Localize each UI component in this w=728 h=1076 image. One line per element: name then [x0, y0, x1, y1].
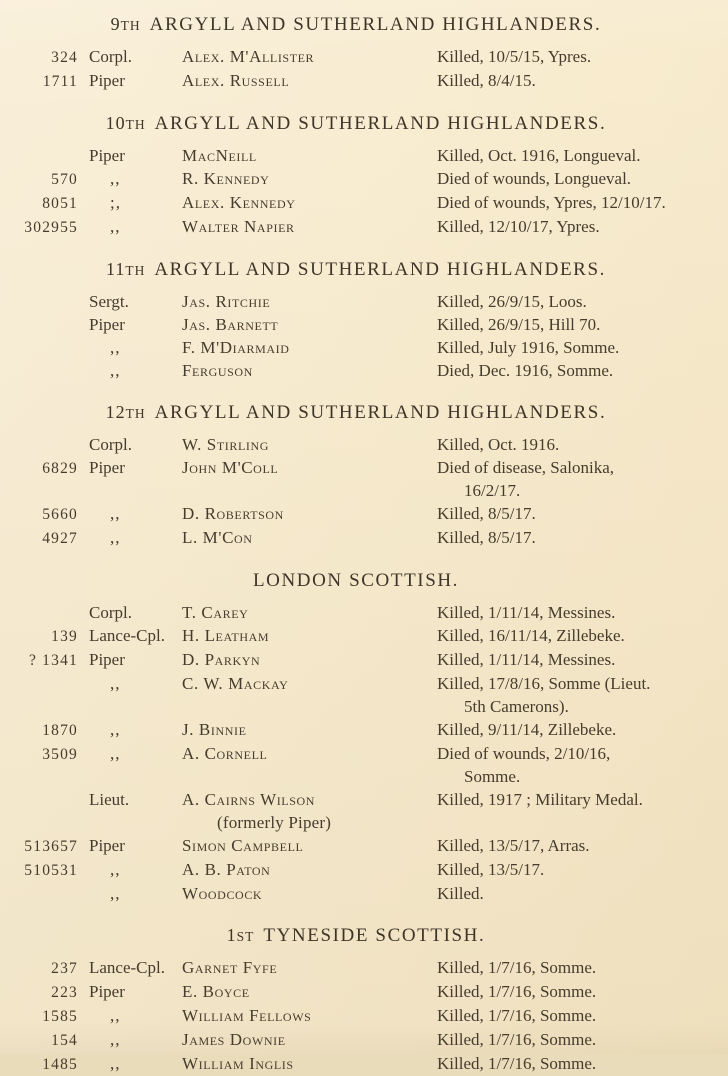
casualty-row: [0, 191, 712, 215]
casualty-detail-line1: Killed, Oct. 1916.: [437, 435, 560, 454]
casualty-detail: [437, 290, 712, 313]
casualty-rows: [0, 45, 712, 93]
service-number: 324: [51, 49, 78, 66]
casualty-detail-line2: 5th Camerons).: [464, 697, 569, 716]
piper-name: [182, 45, 437, 68]
casualty-detail-line1: Killed, 1/7/16, Somme.: [437, 958, 597, 977]
regiment-ordinal-suffix: ST: [236, 929, 255, 944]
casualty-detail-line1: Died of wounds, Ypres, 12/10/17.: [437, 193, 666, 212]
regiment-name: LONDON SCOTTISH.: [252, 570, 460, 591]
piper-name-text: Ferguson: [182, 361, 253, 380]
casualty-detail-line1: Killed, 1917 ; Military Medal.: [437, 790, 643, 809]
casualty-row: [0, 956, 712, 980]
rank: ,,: [110, 860, 121, 879]
casualty-detail-line2: 16/2/17.: [464, 481, 521, 500]
casualty-detail-line1: Died of wounds, 2/10/16,: [437, 744, 611, 763]
regiment-heading: [0, 925, 712, 947]
casualty-detail-line1: Killed, 1/11/14, Messines.: [437, 603, 616, 622]
piper-name: [182, 1004, 437, 1027]
piper-name: [182, 359, 437, 382]
service-number: 1585: [42, 1008, 78, 1025]
regiment-heading: [0, 259, 712, 281]
rank: ;,: [110, 193, 121, 212]
casualty-detail: [437, 69, 712, 92]
piper-name-text: H. Leatham: [182, 626, 270, 645]
regiment-ordinal-suffix: TH: [125, 263, 146, 278]
casualty-detail: [437, 215, 712, 238]
piper-name: [182, 433, 437, 456]
regiment-ordinal-suffix: TH: [125, 117, 146, 132]
piper-name: [182, 742, 437, 765]
service-number: 139: [51, 628, 78, 645]
regiment-ordinal-number: 9: [110, 14, 121, 34]
piper-name-text: A. B. Paton: [182, 860, 271, 879]
piper-name-text: T. Carey: [182, 603, 249, 622]
casualty-detail-line1: Killed, 1/7/16, Somme.: [437, 1054, 597, 1073]
casualty-detail-line1: Killed, July 1916, Somme.: [437, 338, 620, 357]
casualty-detail: [437, 672, 712, 718]
rank: ,,: [110, 674, 121, 693]
casualty-detail-line1: Killed, 17/8/16, Somme (Lieut.: [437, 674, 651, 693]
casualty-row: [0, 672, 712, 718]
piper-name-text: Woodcock: [182, 884, 263, 903]
casualty-detail: [437, 167, 712, 190]
casualty-detail: [437, 788, 712, 811]
piper-name: [182, 69, 437, 92]
casualty-detail: [437, 980, 712, 1003]
casualty-row: [0, 834, 712, 858]
casualty-detail-line1: Died of wounds, Longueval.: [437, 169, 632, 188]
piper-name-text: Alex. Kennedy: [182, 193, 296, 212]
rank: Corpl.: [89, 47, 132, 66]
piper-name-text: R. Kennedy: [182, 169, 270, 188]
rank: Lance-Cpl.: [89, 626, 165, 645]
piper-name: [182, 718, 437, 741]
rank: ,,: [110, 720, 121, 739]
casualty-detail-line1: Killed, 8/5/17.: [437, 528, 536, 547]
regiment-section: [0, 402, 712, 550]
rank: Lance-Cpl.: [89, 958, 165, 977]
rank: ,,: [110, 744, 121, 763]
regiment-ordinal-number: 11: [106, 259, 126, 279]
casualty-detail-line1: Died of disease, Salonika,: [437, 458, 615, 477]
rank: Corpl.: [89, 435, 132, 454]
piper-name: [182, 834, 437, 857]
casualty-detail: [437, 742, 712, 788]
piper-name-text: Garnet Fyfe: [182, 958, 278, 977]
casualty-detail: [437, 526, 712, 549]
casualty-detail-line1: Killed.: [437, 884, 484, 903]
piper-name: [182, 858, 437, 881]
piper-name: [182, 290, 437, 313]
piper-name-text: James Downie: [182, 1030, 286, 1049]
casualty-rows: [0, 956, 712, 1076]
piper-name-text: Walter Napier: [182, 217, 295, 236]
regiment-heading: [0, 402, 712, 424]
regiment-ordinal-suffix: TH: [125, 406, 146, 421]
casualty-detail-line1: Killed, 1/7/16, Somme.: [437, 1006, 597, 1025]
casualty-row: [0, 601, 712, 624]
casualty-row: [0, 718, 712, 742]
piper-name-text: C. W. Mackay: [182, 674, 289, 693]
casualty-detail: [437, 144, 712, 167]
piper-name: [182, 167, 437, 190]
rank: Piper: [89, 650, 125, 669]
casualty-row: [0, 215, 712, 239]
piper-name-text: William Fellows: [182, 1006, 312, 1025]
casualty-detail: [437, 191, 712, 214]
casualty-row: [0, 144, 712, 167]
rank: ,,: [110, 361, 121, 380]
piper-name: [182, 526, 437, 549]
piper-name-text: Alex. M'Allister: [182, 47, 315, 66]
piper-name-text: F. M'Diarmaid: [182, 338, 290, 357]
casualty-row: [0, 502, 712, 526]
casualty-detail-line1: Killed, 1/11/14, Messines.: [437, 650, 616, 669]
casualty-detail: [437, 718, 712, 741]
regiment-section: [0, 113, 712, 239]
service-number: 6829: [42, 460, 78, 477]
casualty-detail: [437, 1004, 712, 1027]
regiment-name: ARGYLL AND SUTHERLAND HIGHLANDERS.: [149, 14, 602, 35]
service-number: 1485: [42, 1056, 78, 1073]
regiment-heading: [0, 113, 712, 135]
casualty-detail-line1: Killed, 8/4/15.: [437, 71, 536, 90]
casualty-row: [0, 526, 712, 550]
rank: ,,: [110, 217, 121, 236]
casualty-detail-line1: Killed, 8/5/17.: [437, 504, 536, 523]
regiment-heading: [0, 14, 712, 36]
piper-name: [182, 648, 437, 671]
casualty-detail: [437, 456, 712, 502]
casualty-row: [0, 980, 712, 1004]
roll-of-honour-list: [0, 14, 712, 1076]
casualty-detail-line2: Somme.: [464, 767, 521, 786]
casualty-detail: [437, 601, 712, 624]
rank: Piper: [89, 982, 125, 1001]
piper-name-text: Jas. Ritchie: [182, 292, 271, 311]
regiment-section: [0, 259, 712, 382]
casualty-detail-line1: Killed, 26/9/15, Hill 70.: [437, 315, 601, 334]
casualty-detail: [437, 1028, 712, 1051]
rank: ,,: [110, 528, 121, 547]
regiment-section: [0, 14, 712, 93]
service-number: 237: [51, 960, 78, 977]
casualty-row: [0, 336, 712, 359]
piper-name: [182, 191, 437, 214]
casualty-row: [0, 313, 712, 336]
piper-name-text: William Inglis: [182, 1054, 294, 1073]
rank: ,,: [110, 1030, 121, 1049]
service-number: 1711: [42, 73, 78, 90]
casualty-detail-line1: Killed, 9/11/14, Zillebeke.: [437, 720, 617, 739]
piper-name-text: J. Binnie: [182, 720, 247, 739]
regiment-heading: [0, 570, 712, 592]
casualty-row: [0, 788, 712, 834]
casualty-detail: [437, 956, 712, 979]
casualty-detail-line1: Killed, 1/7/16, Somme.: [437, 1030, 597, 1049]
regiment-name: ARGYLL AND SUTHERLAND HIGHLANDERS.: [154, 259, 606, 280]
piper-name: [182, 601, 437, 624]
casualty-rows: [0, 290, 712, 382]
casualty-row: [0, 290, 712, 313]
piper-name: [182, 788, 437, 834]
regiment-ordinal-suffix: TH: [120, 18, 141, 33]
piper-name-text: MacNeill: [182, 146, 257, 165]
rank: Lieut.: [89, 790, 130, 809]
casualty-detail-line1: Killed, Oct. 1916, Longueval.: [437, 146, 641, 165]
service-number: 4927: [42, 530, 78, 547]
service-number: 513657: [24, 838, 78, 855]
casualty-detail: [437, 359, 712, 382]
regiment-name: TYNESIDE SCOTTISH.: [263, 925, 486, 946]
piper-name-text: A. Cornell: [182, 744, 268, 763]
piper-name: [182, 624, 437, 647]
casualty-row: [0, 45, 712, 69]
service-number: ? 1341: [29, 652, 78, 669]
rank: ,,: [110, 1054, 121, 1073]
regiment-ordinal-number: 1: [226, 925, 237, 945]
piper-name-text: Alex. Russell: [182, 71, 290, 90]
casualty-detail-line1: Killed, 13/5/17, Arras.: [437, 836, 590, 855]
piper-name-text: W. Stirling: [182, 435, 270, 454]
regiment-name: ARGYLL AND SUTHERLAND HIGHLANDERS.: [154, 402, 607, 423]
casualty-row: [0, 359, 712, 382]
regiment-section: [0, 570, 712, 905]
service-number: 154: [51, 1032, 78, 1049]
rank: Piper: [89, 315, 125, 334]
casualty-row: [0, 167, 712, 191]
piper-name-text: John M'Coll: [182, 458, 279, 477]
casualty-row: [0, 69, 712, 93]
casualty-detail: [437, 45, 712, 68]
piper-name: [182, 502, 437, 525]
piper-name: [182, 956, 437, 979]
casualty-detail-line1: Killed, 13/5/17.: [437, 860, 545, 879]
rank: ,,: [110, 338, 121, 357]
casualty-row: [0, 1028, 712, 1052]
piper-name: [182, 1028, 437, 1051]
casualty-detail: [437, 648, 712, 671]
regiment-section: [0, 925, 712, 1076]
rank: Piper: [89, 836, 125, 855]
rank: ,,: [110, 1006, 121, 1025]
casualty-row: [0, 456, 712, 502]
casualty-detail: [437, 834, 712, 857]
piper-name: [182, 672, 437, 695]
rank: Piper: [89, 458, 125, 477]
service-number: 570: [51, 171, 78, 188]
service-number: 3509: [42, 746, 78, 763]
piper-name-text: Simon Campbell: [182, 836, 304, 855]
piper-name: [182, 456, 437, 479]
rank: Corpl.: [89, 603, 132, 622]
casualty-row: [0, 1052, 712, 1076]
piper-name: [182, 215, 437, 238]
casualty-rows: [0, 144, 712, 239]
casualty-rows: [0, 601, 712, 905]
rank: Sergt.: [89, 292, 129, 311]
service-number: 1870: [42, 722, 78, 739]
regiment-ordinal-number: 10: [105, 113, 126, 133]
casualty-detail: [437, 882, 712, 905]
casualty-detail-line1: Killed, 10/5/15, Ypres.: [437, 47, 592, 66]
rank: ,,: [110, 884, 121, 903]
piper-name-text: D. Parkyn: [182, 650, 261, 669]
piper-name-text: D. Robertson: [182, 504, 284, 523]
casualty-row: [0, 624, 712, 648]
casualty-rows: [0, 433, 712, 550]
rank: Piper: [89, 71, 125, 90]
casualty-detail-line1: Killed, 1/7/16, Somme.: [437, 982, 597, 1001]
casualty-detail: [437, 502, 712, 525]
piper-name-text: Jas. Barnett: [182, 315, 279, 334]
casualty-row: [0, 882, 712, 905]
service-number: 302955: [24, 219, 78, 236]
casualty-detail: [437, 858, 712, 881]
casualty-detail: [437, 624, 712, 647]
piper-name-text: E. Boyce: [182, 982, 250, 1001]
casualty-detail: [437, 313, 712, 336]
piper-name-note: (formerly Piper): [217, 813, 332, 832]
service-number: 8051: [42, 195, 78, 212]
service-number: 223: [51, 984, 78, 1001]
service-number: 510531: [24, 862, 78, 879]
piper-name: [182, 980, 437, 1003]
piper-name: [182, 336, 437, 359]
casualty-detail: [437, 336, 712, 359]
casualty-detail: [437, 1052, 712, 1075]
casualty-detail-line1: Died, Dec. 1916, Somme.: [437, 361, 614, 380]
casualty-detail-line1: Killed, 12/10/17, Ypres.: [437, 217, 600, 236]
casualty-detail: [437, 433, 712, 456]
casualty-detail-line1: Killed, 26/9/15, Loos.: [437, 292, 587, 311]
casualty-row: [0, 858, 712, 882]
casualty-detail-line1: Killed, 16/11/14, Zillebeke.: [437, 626, 625, 645]
piper-name: [182, 313, 437, 336]
rank: ,,: [110, 504, 121, 523]
piper-name-text: A. Cairns Wilson: [182, 790, 316, 809]
rank: Piper: [89, 146, 125, 165]
piper-name: [182, 1052, 437, 1075]
casualty-row: [0, 742, 712, 788]
piper-name: [182, 144, 437, 167]
casualty-row: [0, 1004, 712, 1028]
service-number: 5660: [42, 506, 78, 523]
piper-name-text: L. M'Con: [182, 528, 253, 547]
casualty-row: [0, 433, 712, 456]
regiment-name: ARGYLL AND SUTHERLAND HIGHLANDERS.: [154, 113, 607, 134]
piper-name: [182, 882, 437, 905]
rank: ,,: [110, 169, 121, 188]
casualty-row: [0, 648, 712, 672]
regiment-ordinal-number: 12: [105, 402, 126, 422]
